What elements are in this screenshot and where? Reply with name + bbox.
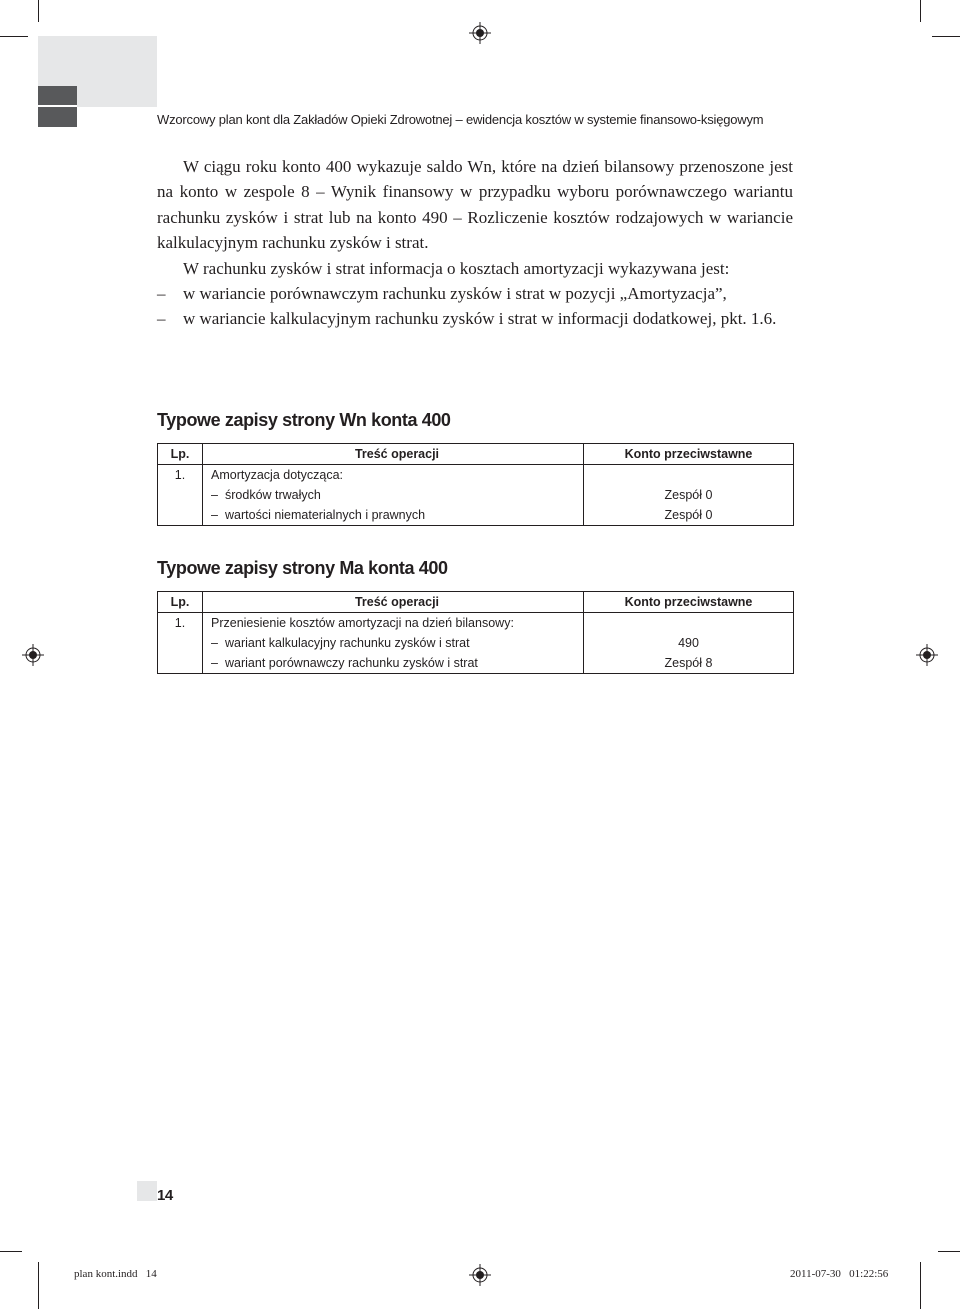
header-konto: Konto przeciwstawne: [584, 444, 794, 465]
header-desc: Treść operacji: [203, 592, 584, 613]
paragraph: W ciągu roku konto 400 wykazuje saldo Wn, które na dzień bilansowy przenoszone jest na konto w zespole 8 – Wynik finansowy w przypadku wyboru porównawczego wariantu rachunku zysków i strat lub na konto 490 – Rozliczenie kosztów rodzajowych w wariancie kalkulacyjnym rachunku zysków i strat.: [157, 157, 793, 253]
registration-mark-icon: [469, 22, 491, 44]
cell-lp: 1.: [158, 465, 203, 486]
crop-mark: [932, 36, 960, 37]
cell-konto: [584, 613, 794, 634]
cell-desc: [203, 613, 584, 634]
row-dash: –: [211, 656, 218, 670]
cell-lp: [158, 653, 203, 674]
cell-lp: 1.: [158, 613, 203, 634]
cell-desc: [203, 485, 584, 505]
cell-lp: [158, 485, 203, 505]
cell-desc-text: wartości niematerialnych i prawnych: [225, 508, 426, 522]
header-desc: Treść operacji: [203, 444, 584, 465]
registration-mark-icon: [916, 644, 938, 666]
cell-desc: [203, 465, 584, 486]
section-title: Typowe zapisy strony Ma konta 400: [157, 558, 448, 578]
crop-mark: [938, 1251, 960, 1252]
table-header-row: [158, 592, 794, 613]
list-dash: –: [157, 309, 166, 329]
list-item-text: w wariancie kalkulacyjnym rachunku zysków i strat w informacji dodatkowej, pkt. 1.6.: [183, 309, 777, 329]
table-row: [158, 465, 794, 486]
crop-mark: [920, 0, 921, 22]
cell-konto: Zespół 0: [584, 505, 794, 526]
crop-mark: [0, 1251, 22, 1252]
crop-mark: [38, 1262, 39, 1309]
cell-desc-text: Przeniesienie kosztów amortyzacji na dzień bilansowy:: [211, 616, 514, 630]
cell-konto: [584, 465, 794, 486]
cell-lp: [158, 633, 203, 653]
cell-konto: Zespół 0: [584, 485, 794, 505]
table-ma: [157, 591, 794, 674]
header-lp: Lp.: [158, 592, 203, 613]
list-dash: –: [157, 284, 166, 304]
list-item: [157, 306, 793, 331]
header-tab-divider: [38, 105, 77, 107]
cell-lp: [158, 505, 203, 526]
cell-desc-text: wariant porównawczy rachunku zysków i strat: [225, 656, 478, 670]
registration-mark-icon: [469, 1264, 491, 1286]
crop-mark: [0, 36, 28, 37]
page-number-tab: [137, 1181, 157, 1201]
cell-konto: Zespół 8: [584, 653, 794, 674]
registration-mark-icon: [22, 644, 44, 666]
page-number: 14: [157, 1187, 173, 1204]
crop-mark: [920, 1262, 921, 1309]
cell-desc: [203, 653, 584, 674]
list-item: [157, 281, 793, 306]
cell-desc: [203, 633, 584, 653]
paragraph: W rachunku zysków i strat informacja o kosztach amortyzacji wykazywana jest:: [183, 258, 730, 278]
body-text: [157, 154, 793, 332]
slug-date: 2011-07-30 01:22:56: [790, 1268, 889, 1280]
cell-konto: 490: [584, 633, 794, 653]
table-row: [158, 613, 794, 634]
table-header-row: [158, 444, 794, 465]
row-dash: –: [211, 488, 218, 502]
table-row: [158, 505, 794, 526]
crop-mark: [38, 0, 39, 22]
row-dash: –: [211, 636, 218, 650]
row-dash: –: [211, 508, 218, 522]
header-konto: Konto przeciwstawne: [584, 592, 794, 613]
table-row: [158, 633, 794, 653]
table-row: [158, 485, 794, 505]
cell-desc-text: wariant kalkulacyjny rachunku zysków i strat: [225, 636, 470, 650]
cell-desc-text: środków trwałych: [225, 488, 321, 502]
running-header: Wzorcowy plan kont dla Zakładów Opieki Zdrowotnej – ewidencja kosztów w systemie finansowo-księgowym: [157, 112, 764, 127]
section-title: Typowe zapisy strony Wn konta 400: [157, 410, 451, 430]
table-row: [158, 653, 794, 674]
cell-desc-text: Amortyzacja dotycząca:: [211, 468, 343, 482]
list-item-text: w wariancie porównawczym rachunku zysków i strat w pozycji „Amortyzacja”,: [183, 284, 727, 304]
header-lp: Lp.: [158, 444, 203, 465]
slug-file: plan kont.indd 14: [74, 1268, 157, 1280]
table-wn: [157, 443, 794, 526]
cell-desc: [203, 505, 584, 526]
